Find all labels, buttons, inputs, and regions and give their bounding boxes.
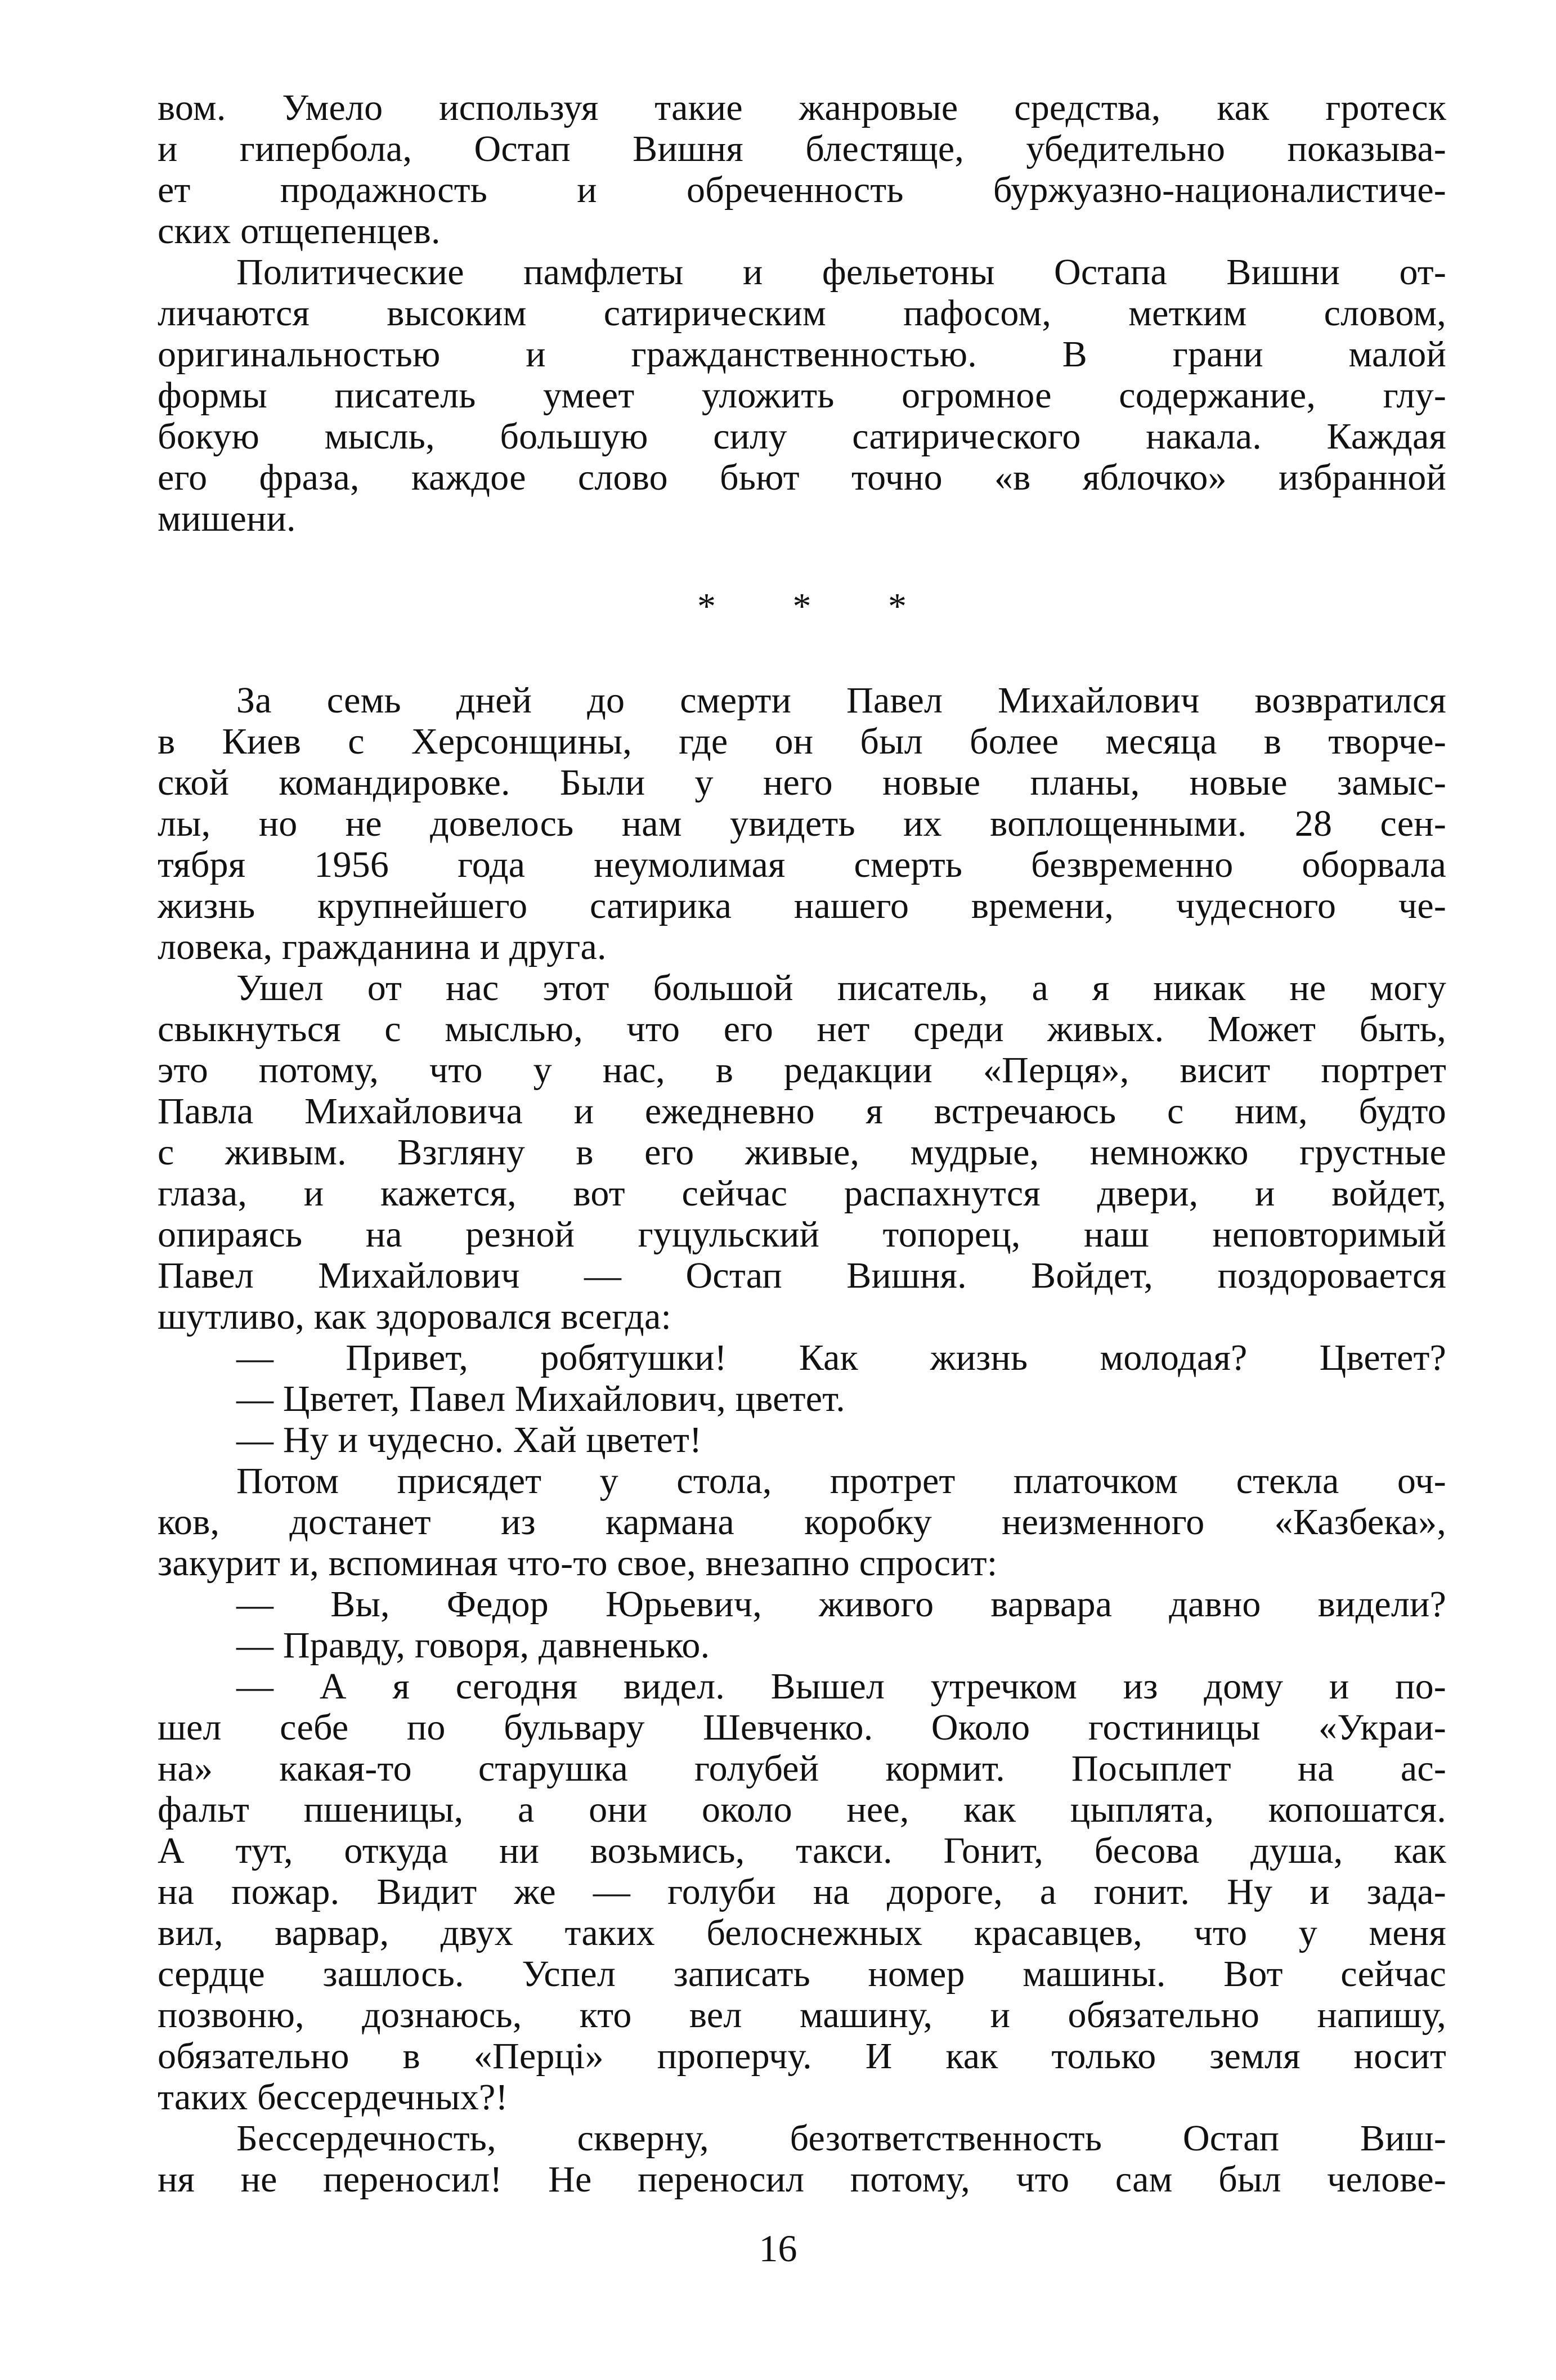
text-line: обязательно в «Перці» проперчу. И как только земля носит	[158, 2036, 1446, 2077]
paragraph-2	[158, 252, 1446, 539]
text-line: и гипербола, Остап Вишня блестяще, убедительно показыва-	[158, 128, 1446, 169]
dialog-line: — Привет, робятушки! Как жизнь молодая? Цветет?	[236, 1337, 1446, 1378]
text-line: его фраза, каждое слово бьют точно «в яблочко» избранной	[158, 457, 1446, 498]
text-line: Потом присядет у стола, протрет платочком стекла оч-	[236, 1460, 1446, 1501]
text-line: Политические памфлеты и фельетоны Остапа Вишни от-	[236, 252, 1446, 293]
text-line: свыкнуться с мыслью, что его нет среди живых. Может быть,	[158, 1009, 1446, 1050]
text-line: таких бессердечных?!	[158, 2077, 508, 2118]
text-line: тября 1956 года неумолимая смерть безвременно оборвала	[158, 844, 1446, 885]
text-line: это потому, что у нас, в редакции «Перця», висит портрет	[158, 1050, 1446, 1091]
text-line: лы, но не довелось нам увидеть их воплощенными. 28 сен-	[158, 803, 1446, 844]
paragraph-7	[158, 2118, 1446, 2200]
text-line: ской командировке. Были у него новые планы, новые замыс-	[158, 762, 1446, 803]
text-line: бокую мысль, большую силу сатирического накала. Каждая	[158, 416, 1446, 457]
text-line: сердце зашлось. Успел записать номер машины. Вот сейчас	[158, 1953, 1446, 1994]
text-line: в Киев с Херсонщины, где он был более месяца в творче-	[158, 721, 1446, 762]
paragraph-4	[158, 967, 1446, 1337]
text-line: Бессердечность, скверну, безответственность Остап Виш-	[236, 2118, 1446, 2159]
text-line: закурит и, вспоминая что-то свое, внезапно спросит:	[158, 1543, 998, 1584]
dialog-line: — Правду, говоря, давненько.	[236, 1625, 710, 1666]
text-line: ловека, гражданина и друга.	[158, 926, 607, 967]
paragraph-3	[158, 680, 1446, 967]
text-line: опираясь на резной гуцульский топорец, наш неповторимый	[158, 1214, 1446, 1255]
text-line: Павел Михайлович — Остап Вишня. Войдет, поздоровается	[158, 1255, 1446, 1296]
text-line: позвоню, дознаюсь, кто вел машину, и обязательно напишу,	[158, 1994, 1446, 2036]
text-line: глаза, и кажется, вот сейчас распахнутся двери, и войдет,	[158, 1173, 1446, 1214]
dialog-line: — Ну и чудесно. Хай цветет!	[236, 1419, 702, 1460]
dialog-line: — Цветет, Павел Михайлович, цветет.	[236, 1378, 845, 1419]
text-line: ет продажность и обреченность буржуазно-националистиче-	[158, 169, 1446, 210]
text-line: ня не переносил! Не переносил потому, что сам был челове-	[158, 2159, 1446, 2200]
paragraph-1	[158, 87, 1446, 252]
text-line: оригинальностью и гражданственностью. В грани малой	[158, 334, 1446, 375]
paragraph-6	[158, 1666, 1446, 2118]
page-number: 16	[759, 2227, 797, 2270]
text-line: Ушел от нас этот большой писатель, а я никак не могу	[236, 967, 1446, 1009]
text-line: — А я сегодня видел. Вышел утречком из дому и по-	[236, 1666, 1446, 1707]
text-line: вил, варвар, двух таких белоснежных красавцев, что у меня	[158, 1912, 1446, 1953]
text-line: жизнь крупнейшего сатирика нашего времени, чудесного че-	[158, 885, 1446, 926]
text-line: А тут, откуда ни возьмись, такси. Гонит, бесова душа, как	[158, 1830, 1446, 1871]
text-line: с живым. Взгляну в его живые, мудрые, немножко грустные	[158, 1132, 1446, 1173]
text-line: За семь дней до смерти Павел Михайлович возвратился	[236, 680, 1446, 721]
text-line: формы писатель умеет уложить огромное содержание, глу-	[158, 375, 1446, 416]
paragraph-5	[158, 1460, 1446, 1584]
text-line: ских отщепенцев.	[158, 210, 441, 252]
text-line: шутливо, как здоровался всегда:	[158, 1296, 671, 1337]
text-line: личаются высоким сатирическим пафосом, метким словом,	[158, 293, 1446, 334]
text-line: Павла Михайловича и ежедневно я встречаюсь с ним, будто	[158, 1091, 1446, 1132]
text-line: на пожар. Видит же — голуби на дороге, а гонит. Ну и зада-	[158, 1871, 1446, 1912]
dialog-line: — Вы, Федор Юрьевич, живого варвара давно видели?	[236, 1584, 1446, 1625]
section-separator: * * *	[697, 586, 940, 627]
text-line: шел себе по бульвару Шевченко. Около гостиницы «Украи-	[158, 1707, 1446, 1748]
text-line: ков, достанет из кармана коробку неизменного «Казбека»,	[158, 1501, 1446, 1543]
page-text	[158, 87, 1446, 2200]
text-line: мишени.	[158, 498, 296, 539]
text-line: на» какая-то старушка голубей кормит. Посыплет на ас-	[158, 1748, 1446, 1789]
text-line: фальт пшеницы, а они около нее, как цыплята, копошатся.	[158, 1789, 1446, 1830]
text-line: вом. Умело используя такие жанровые средства, как гротеск	[158, 87, 1446, 128]
